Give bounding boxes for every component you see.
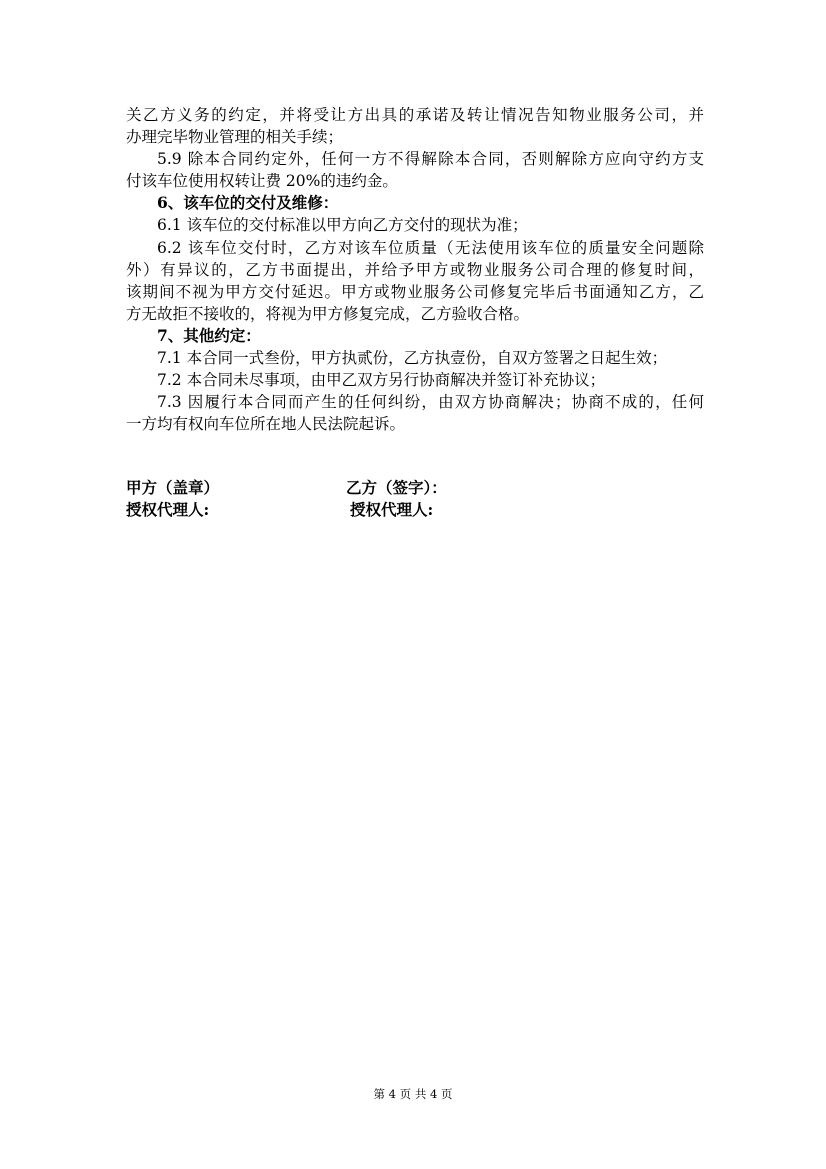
clause-5-9: 5.9 除本合同约定外，任何一方不得解除本合同，否则解除方应向守约方支 — [157, 150, 704, 169]
clause-7-2: 7.2 本合同未尽事项，由甲乙双方另行协商解决并签订补充协议； — [157, 371, 606, 390]
clause-7-3: 7.3 因履行本合同而产生的任何纠纷，由双方协商解决；协商不成的，任何 — [157, 393, 704, 412]
clause-6-1: 6.1 该车位的交付标准以甲方向乙方交付的现状为准； — [157, 216, 528, 235]
signature-row-parties — [126, 477, 626, 499]
party-a-agent-label: 授权代理人: — [126, 500, 210, 519]
signature-block — [126, 477, 626, 521]
paragraph-line: 关乙方义务的约定，并将受让方出具的承诺及转让情况告知物业服务公司，并 — [126, 106, 704, 124]
paragraph-line: 外）有异议的，乙方书面提出，并给予甲方或物业服务公司合理的修复时间， — [126, 260, 704, 279]
paragraph-line: 方无故拒不接收的，将视为甲方修复完成，乙方验收合格。 — [126, 304, 530, 323]
paragraph-line: 一方均有权向车位所在地人民法院起诉。 — [126, 415, 406, 434]
section-heading-6: 6、该车位的交付及维修： — [157, 193, 339, 213]
contract-body — [126, 104, 704, 435]
party-b-sign-label: 乙方（签字）： — [346, 478, 447, 497]
clause-6-2: 6.2 该车位交付时，乙方对该车位质量（无法使用该车位的质量安全问题除 — [157, 238, 704, 257]
section-heading-7: 7、其他约定： — [157, 325, 261, 345]
clause-7-1: 7.1 本合同一式叁份，甲方执贰份，乙方执壹份，自双方签署之日起生效； — [157, 349, 668, 368]
paragraph-line: 办理完毕物业管理的相关手续； — [126, 128, 344, 147]
party-b-agent-label: 授权代理人: — [350, 500, 434, 519]
page-number-footer: 第 4 页 共 4 页 — [373, 1087, 453, 1101]
paragraph-line: 付该车位使用权转让费 20%的违约金。 — [126, 172, 398, 191]
party-a-seal-label: 甲方（盖章） — [126, 478, 220, 497]
signature-row-agents — [126, 499, 626, 521]
paragraph-line: 该期间不视为甲方交付延迟。甲方或物业服务公司修复完毕后书面通知乙方，乙 — [126, 282, 704, 301]
